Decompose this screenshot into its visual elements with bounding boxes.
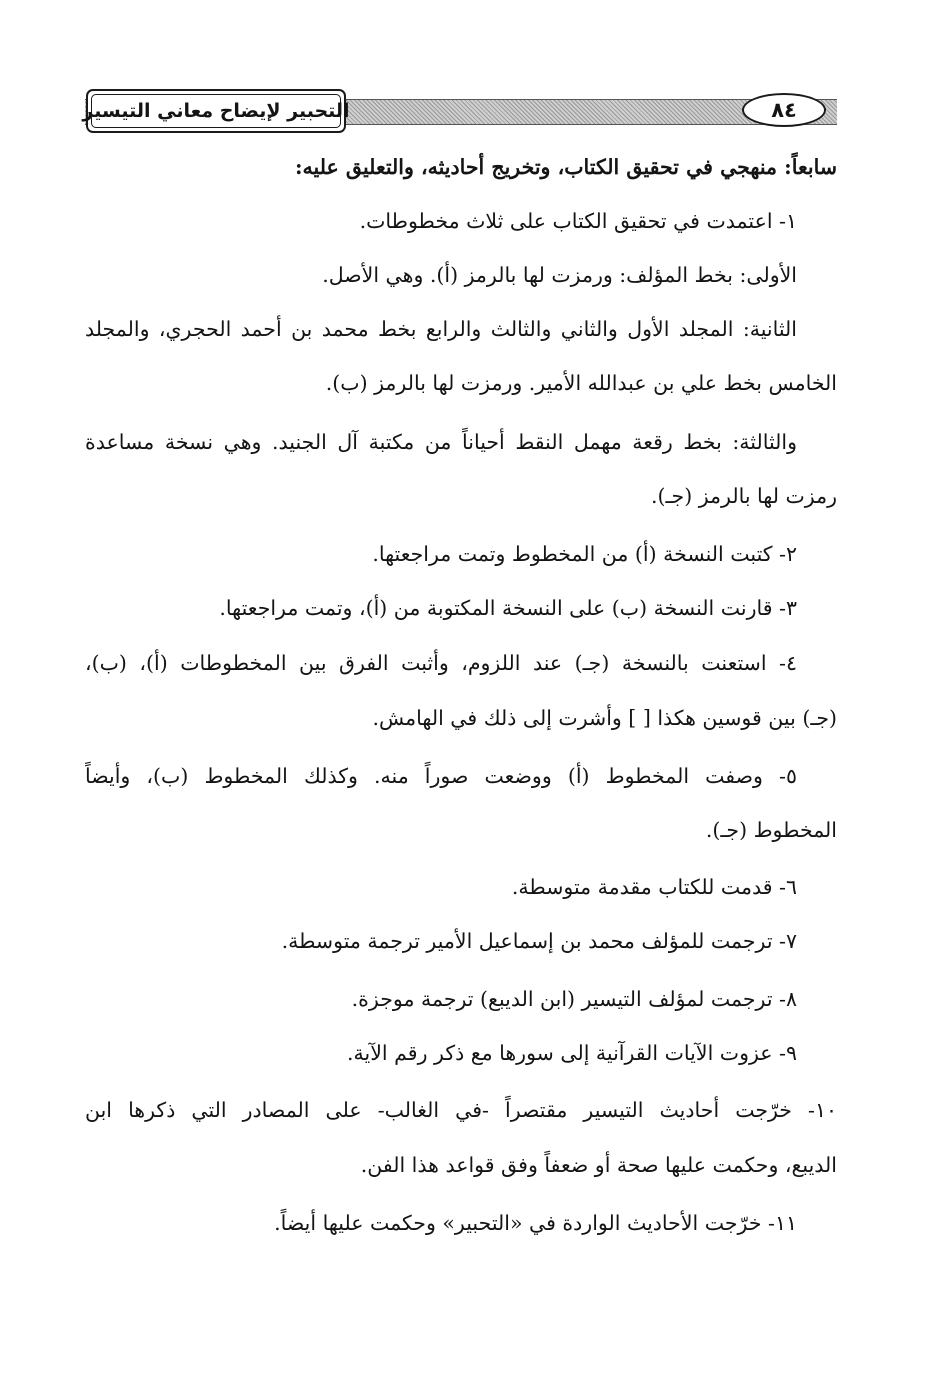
text-line: والثالثة: بخط رقعة مهمل النقط أحياناً من مكتبة آل الجنيد. وهي نسخة مساعدة xyxy=(85,430,797,454)
text-line: ٢- كتبت النسخة (أ) من المخطوط وتمت مراجعتها. xyxy=(372,542,797,566)
text-line: ٧- ترجمت للمؤلف محمد بن إسماعيل الأمير ترجمة متوسطة. xyxy=(281,929,797,953)
text-line: ١١- خرّجت الأحاديث الواردة في «التحبير» وحكمت عليها أيضاً. xyxy=(274,1211,797,1235)
text-line: سابعاً: منهجي في تحقيق الكتاب، وتخريج أحاديثه، والتعليق عليه: xyxy=(294,155,837,179)
text-line: الثانية: المجلد الأول والثاني والثالث والرابع بخط محمد بن أحمد الحجري، والمجلد xyxy=(85,317,797,341)
text-line: ٤- استعنت بالنسخة (جـ) عند اللزوم، وأثبت الفرق بين المخطوطات (أ)، (ب)، xyxy=(85,651,797,675)
text-line: ١- اعتمدت في تحقيق الكتاب على ثلاث مخطوطات. xyxy=(359,209,797,233)
text-line: ٣- قارنت النسخة (ب) على النسخة المكتوبة من (أ)، وتمت مراجعتها. xyxy=(219,596,797,620)
text-line: ٨- ترجمت لمؤلف التيسير (ابن الديبع) ترجمة موجزة. xyxy=(351,987,797,1011)
text-line: ٦- قدمت للكتاب مقدمة متوسطة. xyxy=(511,875,797,899)
page-number: ٨٤ xyxy=(742,93,826,127)
text-line: (جـ) بين قوسين هكذا [ ] وأشرت إلى ذلك في الهامش. xyxy=(372,706,837,730)
text-line: الديبع، وحكمت عليها صحة أو ضعفاً وفق قواعد هذا الفن. xyxy=(360,1153,837,1177)
text-line: رمزت لها بالرمز (جـ). xyxy=(651,484,837,508)
text-line: ١٠- خرّجت أحاديث التيسير مقتصراً -في الغالب- على المصادر التي ذكرها ابن xyxy=(85,1098,837,1122)
text-line: الأولى: بخط المؤلف: ورمزت لها بالرمز (أ). وهي الأصل. xyxy=(322,263,797,287)
text-line: ٩- عزوت الآيات القرآنية إلى سورها مع ذكر رقم الآية. xyxy=(347,1041,797,1065)
text-line: الخامس بخط علي بن عبدالله الأمير. ورمزت لها بالرمز (ب). xyxy=(325,371,837,395)
text-line: المخطوط (جـ). xyxy=(705,818,837,842)
text-line: ٥- وصفت المخطوط (أ) ووضعت صوراً منه. وكذلك المخطوط (ب)، وأيضاً xyxy=(85,764,797,788)
book-title: التحبير لإيضاح معاني التيسير xyxy=(86,89,346,133)
